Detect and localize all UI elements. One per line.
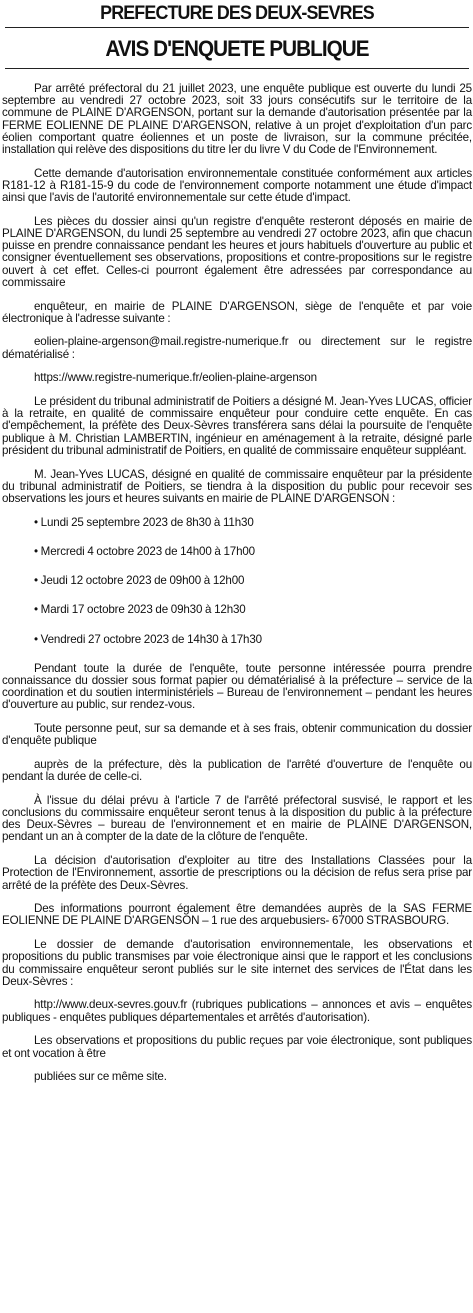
paragraph-online-publication: Le dossier de demande d'autorisation environnementale, les observations et propositions du public transmises par voie électronique ainsi que le rapport et les conclusions du commissaire enquêteur seront publiés sur le site internet des services de l'État dans les Deux-Sèvres : — [2, 938, 472, 988]
paragraph-file-deposit: Les pièces du dossier ainsi qu'un registre d'enquête resteront déposés en mairie de PLAINE D'ARGENSON, du lundi 25 septembre au vendredi 27 octobre 2023, afin que chacun puisse en prendre connaissance pendant les heures et jours habituels d'ouverture au public et consigner éventuellement ses observations, propositions et contre-propositions sur le registre ouvert à cet effet. Celles-ci pourront également être adressées par correspondance au commissaire — [2, 214, 472, 289]
notice-body — [2, 69, 472, 1083]
paragraph-consultation: Pendant toute la durée de l'enquête, toute personne intéressée pourra prendre connaissance du dossier sous format papier ou dématérialisé à la préfecture – service de la coordination et du soutien interministériels – Bureau de l'environnement – pendant les heures d'ouverture au public, sur rendez-vous. — [2, 661, 472, 712]
permanence-item: • Mercredi 4 octobre 2023 de 14h00 à 17h00 — [34, 544, 255, 558]
prefecture-heading: PREFECTURE DES DEUX-SEVRES — [100, 3, 374, 24]
permanence-item: • Lundi 25 septembre 2023 de 8h30 à 11h30 — [34, 515, 254, 529]
paragraph-permanences: M. Jean-Yves LUCAS, désigné en qualité de commissaire enquêteur par la présidente du tribunal administratif de Poitiers, se tiendra à la disposition du public pour recevoir ses observations les jours et heures suivants en mairie de PLAINE D'ARGENSON : — [2, 467, 472, 505]
paragraph-application: Cette demande d'autorisation environnementale constituée conformément aux articles R181-12 à R181-15-9 du code de l'environnement comporte notamment une étude d'impact ainsi que l'avis de l'autorité environnementale sur cette étude d'impact. — [2, 166, 472, 205]
permanence-item: • Mardi 17 octobre 2023 de 09h30 à 12h30 — [34, 603, 246, 617]
paragraph-commissioner-designation: Le président du tribunal administratif de Poitiers a désigné M. Jean-Yves LUCAS, officier à la retraite, en qualité de commissaire enquêteur pour conduire cette enquête. En cas d'empêchement, la préfète des Deux-Sèvres transférera sans délai la poursuite de l'enquête publique à M. Christian LAMBERTIN, ingénieur en aménagement à la retraite, désigné parle président du tribunal administratif de Poitiers, en qualité de commissaire enquêteur suppléant. — [2, 395, 472, 457]
register-url-link[interactable]: https://www.registre-numerique.fr/eolien-plaine-argenson — [34, 371, 317, 385]
paragraph-public-observations: Les observations et propositions du public reçues par voie électronique, sont publiques et ont vocation à être — [2, 1034, 472, 1060]
paragraph-report-availability: À l'issue du délai prévu à l'article 7 de l'arrêté préfectoral susvisé, le rapport et les conclusions du commissaire enquêteur seront tenus à la disposition du public à la préfecture des Deux-Sèvres – bureau de l'environnement et en mairie de PLAINE D'ARGENSON, pendant un an à compter de la date de la clôture de l'enquête. — [2, 793, 472, 844]
paragraph-communication-request: Toute personne peut, sur sa demande et à ses frais, obtenir communication du dossier d'enquête publique — [2, 722, 472, 748]
paragraph-information-contact: Des informations pourront également être demandées auprès de la SAS FERME EOLIENNE DE PLAINE D'ARGENSON – 1 rue des arquebusiers- 67000 STRASBOURG. — [2, 902, 472, 928]
paragraph-email-register[interactable]: eolien-plaine-argenson@mail.registre-numerique.fr ou directement sur le registre dématérialisé : — [2, 335, 472, 361]
paragraph-closing: publiées sur ce même site. — [34, 1070, 167, 1084]
permanence-item: • Jeudi 12 octobre 2023 de 09h00 à 12h00 — [34, 574, 245, 588]
paragraph-decision: La décision d'autorisation d'exploiter au titre des Installations Classées pour la Protection de l'Environnement, assortie de prescriptions ou la décision de refus sera prise par arrêté de la préfète des Deux-Sèvres. — [2, 854, 472, 892]
notice-title: AVIS D'ENQUETE PUBLIQUE — [105, 36, 369, 61]
paragraph-opening-decree: Par arrêté préfectoral du 21 juillet 2023, une enquête publique est ouverte du lundi 25 septembre au vendredi 27 octobre 2023, soit 33 jours consécutifs sur le territoire de la commune de PLAINE D'ARGENSON, portant sur la demande d'autorisation présentée par la FERME EOLIENNE DE PLAINE D'ARGENSON, relative à un projet d'exploitation d'un parc éolien comportant quatre éoliennes et un poste de livraison, sur la commune précitée, installation qui relève des dispositions du titre Ier du livre V du Code de l'Environnement. — [2, 82, 472, 157]
prefecture-website-link[interactable]: http://www.deux-sevres.gouv.fr (rubriques publications – annonces et avis – enquêtes publiques - enquêtes publiques départementales et arrêtés d'autorisation). — [2, 998, 472, 1024]
paragraph-prefecture-access: auprès de la préfecture, dès la publication de l'arrêté d'ouverture de l'enquête ou pendant la durée de celle-ci. — [2, 757, 472, 784]
paragraph-commissioner-address: enquêteur, en mairie de PLAINE D'ARGENSON, siège de l'enquête et par voie électronique à l'adresse suivante : — [2, 299, 472, 325]
permanence-item: • Vendredi 27 octobre 2023 de 14h30 à 17h30 — [34, 632, 262, 646]
